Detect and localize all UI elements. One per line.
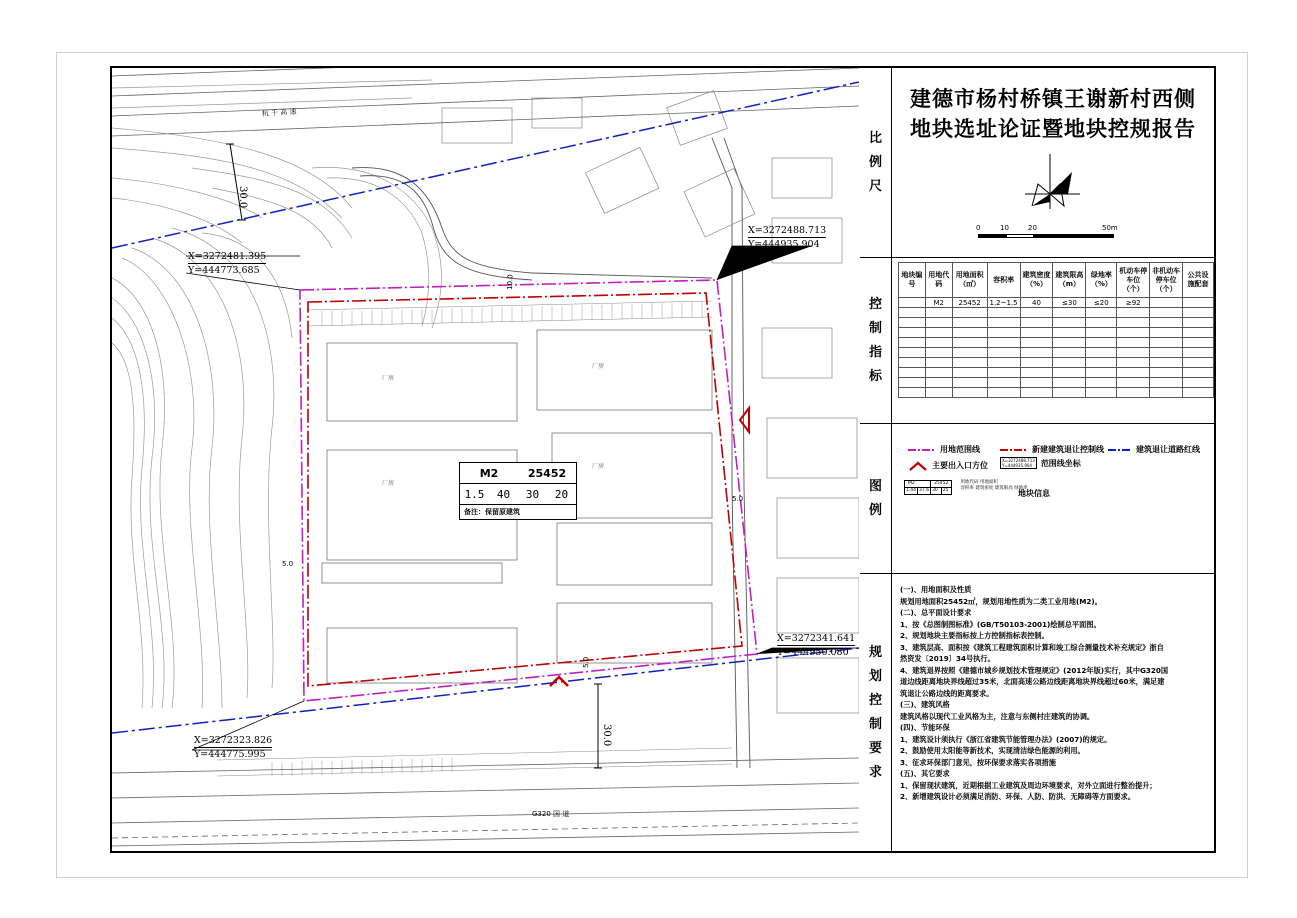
building-label: 厂房	[592, 363, 605, 370]
plot-code: M2	[479, 466, 499, 480]
table-header-cell: 用地代码	[925, 263, 952, 298]
coord-se: X=3272341.641 Y=444950.080	[777, 633, 856, 658]
table-row	[899, 338, 1214, 348]
table-cell: 1.2~1.5	[987, 298, 1020, 308]
table-row	[899, 328, 1214, 338]
note-line: 规划用地面积25452㎡，规划用地性质为二类工业用地(M2)。	[900, 596, 1102, 606]
table-cell	[1150, 298, 1183, 308]
coord-sw: X=3272323.826 Y=444775.995	[194, 735, 273, 760]
legend-building-setback: 新建建筑退让控制线	[1032, 445, 1104, 454]
note-line: 1、建筑设计须执行《浙江省建筑节能管理办法》(2007)的规定。	[900, 734, 1112, 744]
table-header-cell: 非机动车停车位（个）	[1150, 263, 1183, 298]
plot-height: 30	[525, 487, 540, 501]
table-header-cell: 机动车停车位（个）	[1117, 263, 1150, 298]
g320-road-lines	[112, 758, 859, 846]
plot-area: 25452	[527, 466, 567, 480]
highway-lines	[112, 68, 859, 136]
table-header-cell: 建筑限高（m）	[1053, 263, 1086, 298]
coord-ne: X=3272488.713 Y=444935.904	[748, 225, 827, 250]
table-row	[899, 368, 1214, 378]
note-line: 1、按《总图制图标准》(GB/T50103-2001)绘制总平面图。	[900, 619, 1101, 629]
note-line: 3、建筑层高、面积按《建筑工程建筑面积计算和竣工综合测量技术补充规定》浙自	[900, 642, 1164, 652]
table-header-cell: 公共设施配套	[1183, 263, 1214, 298]
note-line: 2、鼓励使用太阳能等新技术，实现清洁绿色能源的利用。	[900, 746, 1085, 755]
table-header-cell: 地块编号	[899, 263, 926, 298]
access-road	[352, 138, 750, 768]
setback-bottom-label: 5.0	[582, 656, 591, 669]
table-cell: M2	[925, 298, 952, 308]
info-panel	[860, 68, 1214, 851]
site-plan-map	[112, 68, 859, 851]
building-label: 厂房	[382, 480, 395, 487]
entrance-south-icon	[550, 677, 568, 686]
table-cell: ≥92	[1117, 298, 1150, 308]
scale-tick: 10	[1000, 224, 1009, 232]
existing-buildings	[442, 91, 859, 713]
plot-green: 20	[554, 487, 569, 501]
table-cell: ≤20	[1086, 298, 1117, 308]
setback-right-label: 5.0	[732, 495, 744, 503]
table-header-cell: 容积率	[987, 263, 1020, 298]
table-header-row	[899, 263, 1214, 298]
legend-road-setback: 建筑退让道路红线	[1136, 445, 1200, 454]
table-row	[899, 308, 1214, 318]
plot-far: 1.5	[464, 487, 485, 501]
building-label: 厂房	[382, 375, 395, 382]
table-cell: 40	[1020, 298, 1053, 308]
note-line: (二)、总平面设计要求	[900, 608, 972, 617]
contour-lines	[112, 80, 441, 708]
table-row	[899, 348, 1214, 358]
coord-nw: X=3272481.395 Y=444773.685	[188, 251, 267, 276]
legend-section	[860, 424, 1214, 574]
north-arrow-icon	[1020, 154, 1090, 214]
note-line: 3、征求环保部门意见，按环保要求落实各项措施	[900, 757, 1056, 767]
table-cell: ≤30	[1053, 298, 1086, 308]
scale-section-label: 比 例 尺	[860, 68, 892, 257]
table-cell	[899, 298, 926, 308]
requirements-notes	[900, 584, 1206, 803]
table-header-cell: 用地面积（㎡）	[952, 263, 987, 298]
parking-stalls	[217, 301, 732, 776]
note-line: 筑退让公路边线的距离要求。	[900, 688, 994, 698]
scale-tick: 20	[1028, 224, 1037, 232]
legend-land-boundary: 用地范围线	[940, 445, 980, 454]
table-row	[899, 388, 1214, 398]
plot-note: 备注：保留原建筑	[464, 508, 520, 516]
table-row	[899, 358, 1214, 368]
table-row	[899, 378, 1214, 388]
table-row	[899, 298, 1214, 308]
requirements-section-label: 规 划 控 制 要 求	[860, 574, 892, 851]
legend-main-entrance: 主要出入口方位	[908, 460, 988, 471]
parking-stripes	[272, 302, 702, 776]
note-line: 建筑风格以现代工业风格为主，注意与东侧村庄建筑的协调。	[900, 711, 1095, 721]
requirements-section	[860, 574, 1214, 851]
entrance-icon	[908, 461, 928, 471]
table-cell: 25452	[952, 298, 987, 308]
road-red-line-north	[112, 82, 859, 248]
legend-boundary-coord: X=3272488.713 Y=444935.904 范围线坐标	[1002, 458, 1081, 468]
report-title: 建德市杨村桥镇王谢新村西侧地块选址论证暨地块控规报告	[910, 87, 1196, 141]
note-line: (五)、其它要求	[900, 769, 950, 778]
entrance-east-icon	[740, 408, 749, 432]
note-line: 1、保留现状建筑，近期根据工业建筑及周边环境要求，对外立面进行整治提升；	[900, 780, 1157, 790]
scale-bar	[978, 234, 1114, 240]
dim-north-label: 30.0	[237, 186, 248, 209]
note-line: 2、新增建筑设计必须满足消防、环保、人防、防洪、无障碍等方面要求。	[900, 792, 1136, 801]
note-line: (一)、用地面积及性质	[900, 585, 972, 594]
setback-left-label: 5.0	[282, 560, 294, 568]
road-red-line-south	[112, 648, 859, 733]
dim-south-label: 30.0	[601, 724, 612, 747]
table-header-cell: 绿地率（%）	[1086, 263, 1117, 298]
control-indicator-table	[898, 262, 1214, 398]
control-section	[860, 258, 1214, 424]
note-line: 然资发〔2019〕34号执行。	[900, 654, 995, 663]
legend-plot-info: 地块信息	[1018, 489, 1050, 498]
note-line: 2、规划地块主要指标按上方控制指标表控制。	[900, 631, 1049, 640]
scale-tick: 0	[976, 224, 981, 232]
legend-plot-mini-box: M2 25452 1.44 37.6 30 25 用地代码 用地面积 容积率 建筑密度 建筑限高 绿地率	[906, 480, 1028, 493]
title-scale-section	[860, 68, 1214, 258]
table-cell	[1183, 298, 1214, 308]
note-line: (三)、建筑风格	[900, 700, 950, 709]
plot-density: 40	[496, 487, 511, 501]
control-section-label: 控 制 指 标	[860, 258, 892, 423]
scale-tick: 50m	[1102, 224, 1118, 232]
building-label: 厂房	[592, 463, 605, 470]
note-line: 4、建筑退界按照《建德市城乡规划技术管理规定》(2012年版)实行，其中G320国	[900, 665, 1169, 675]
dimension-lines	[226, 144, 605, 768]
note-line: 道边线距离地块界线超过35米，北面高速公路边线距离地块界线超过60米，满足建	[900, 677, 1165, 686]
road-label: G320 国 道	[532, 810, 570, 818]
setback-top-label: 10.0	[506, 274, 515, 291]
table-header-cell: 建筑密度（%）	[1020, 263, 1053, 298]
note-line: (四)、节能环保	[900, 723, 950, 732]
highway-label: 杭 千 高 速	[261, 107, 297, 118]
plot-info-box	[459, 462, 577, 520]
table-row	[899, 318, 1214, 328]
legend-section-label: 图 例	[860, 424, 892, 573]
